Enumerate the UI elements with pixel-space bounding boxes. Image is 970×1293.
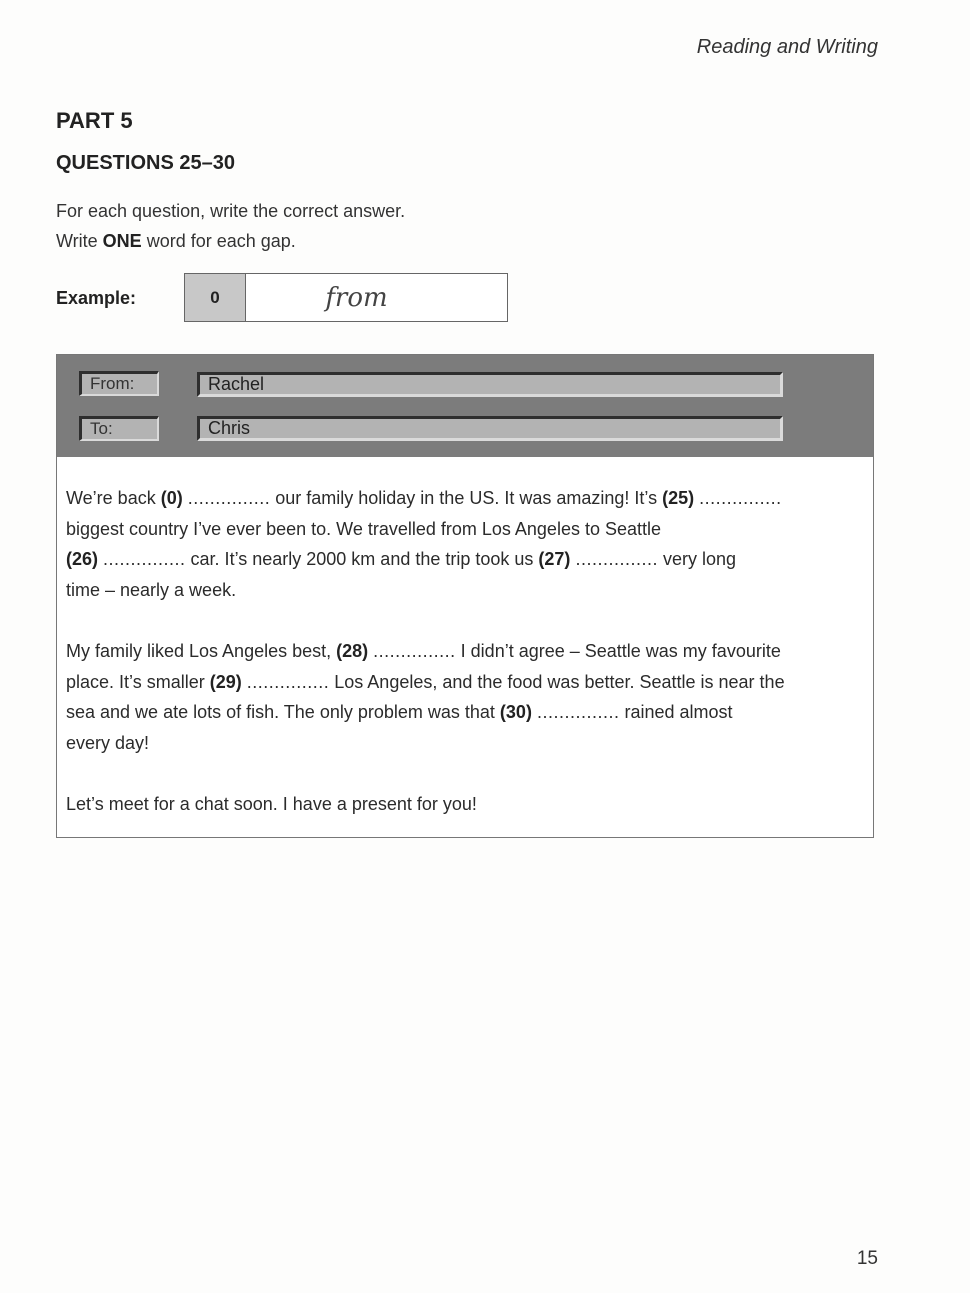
to-label: To: — [79, 416, 159, 441]
text: very long — [657, 549, 736, 570]
text: our family holiday in the US. It was amazing! It’s — [270, 488, 663, 508]
email-paragraph-1 — [66, 483, 873, 605]
text: We’re back — [66, 488, 161, 508]
instruction-text: word for each gap. — [141, 231, 296, 251]
text-line — [66, 702, 733, 722]
question-number: (0) — [160, 488, 183, 508]
answer-gap: ............... — [103, 549, 186, 570]
text-line: every day! — [66, 732, 150, 753]
text: sea and we ate lots of fish. The only problem was that — [66, 702, 500, 723]
answer-gap: ............... — [536, 702, 620, 723]
text-line: Let’s meet for a chat soon. I have a present for you! — [66, 793, 477, 814]
answer-gap: ............... — [373, 640, 456, 661]
text: My family liked Los Angeles best, — [66, 640, 337, 661]
email-panel — [56, 354, 874, 838]
running-head: Reading and Writing — [696, 36, 878, 58]
text: rained almost — [619, 702, 733, 723]
text: place. It’s smaller — [66, 671, 210, 692]
questions-range: QUESTIONS 25–30 — [56, 152, 235, 174]
instruction-line-1: For each question, write the correct answer. — [56, 201, 406, 221]
text-line — [66, 672, 785, 692]
email-body — [57, 457, 873, 820]
instruction-line-2 — [56, 231, 296, 252]
example-label: Example: — [56, 288, 137, 308]
instruction-emphasis: ONE — [102, 231, 142, 251]
question-number: (27) — [538, 549, 571, 570]
text: I didn’t agree – Seattle was my favourite — [455, 640, 781, 661]
from-label: From: — [79, 371, 159, 396]
text: Los Angeles, and the food was better. Seattle is near the — [329, 671, 785, 692]
answer-gap: ............... — [246, 671, 330, 692]
answer-gap: ............... — [187, 488, 271, 508]
question-number: (25) — [662, 488, 695, 508]
part-title: PART 5 — [56, 108, 133, 133]
email-paragraph-2 — [66, 636, 873, 758]
page-number: 15 — [856, 1248, 878, 1269]
text-line: biggest country I’ve ever been to. We travelled from Los Angeles to Seattle — [66, 518, 662, 539]
text-line — [66, 549, 736, 569]
text: car. It’s nearly 2000 km and the trip took us — [185, 549, 539, 570]
answer-gap: ............... — [699, 488, 782, 508]
text-line — [66, 488, 782, 508]
example-answer: from — [325, 282, 388, 313]
from-field: Rachel — [197, 372, 783, 397]
text-line: time – nearly a week. — [66, 579, 237, 600]
email-header — [57, 355, 873, 457]
question-number: (28) — [336, 640, 369, 661]
question-number: (30) — [499, 702, 532, 723]
question-number: (29) — [209, 671, 242, 692]
text-line — [66, 641, 781, 661]
to-field: Chris — [197, 416, 783, 441]
instruction-text: Write — [56, 231, 103, 251]
question-number: (26) — [66, 549, 99, 570]
example-number: 0 — [185, 274, 246, 321]
example-box — [184, 273, 508, 322]
email-paragraph-3 — [66, 789, 873, 820]
answer-gap: ............... — [575, 549, 658, 570]
